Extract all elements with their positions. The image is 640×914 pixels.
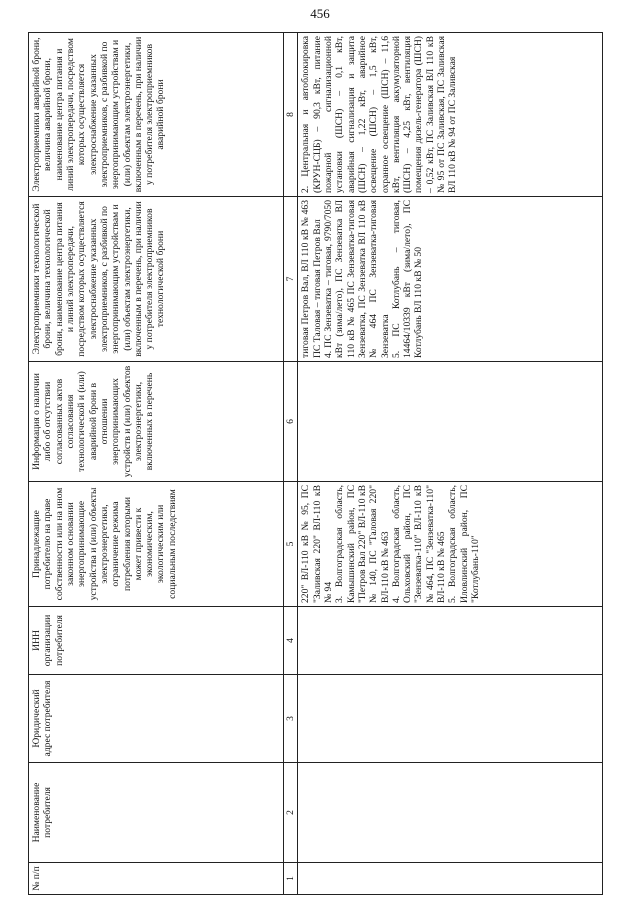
header-row [29, 33, 284, 895]
cell-number [298, 863, 603, 895]
text-line: 5. Волгоградская область, Иловлинский район, ПС "Котлубань-110" [447, 485, 481, 603]
header-col-6: Информация о наличии либо об отсутствии согласованных актов согласования технологической и (или) аварийной брони в отношении энергопринимающих устройств и (или) объектов электроэнергетики, включенных в перечень [29, 362, 284, 482]
column-number-row [284, 33, 298, 895]
cell-energy-devices [298, 482, 603, 607]
column-number: 1 [284, 863, 298, 895]
rotated-table-container [28, 33, 618, 895]
header-col-5: Принадлежащие потребителю на праве собственности или на ином законном основании энергопринимающие устройства и (или) объекты электроэнергетики, ограничение режима потребления которыми может привести к экономическим, экологическим или социальным последствиям [29, 482, 284, 607]
column-number: 5 [284, 482, 298, 607]
column-number: 2 [284, 763, 298, 863]
text-line: тиговая Петров Вал, ВЛ 110 кВ № 463 ПС Таловая – тиговая Петров Вал [300, 200, 323, 358]
column-number: 3 [284, 675, 298, 763]
cell-inn [298, 607, 603, 675]
text-line: 5. ПС Котлубань – тиговая, 14464/10339 кВт (зима/лето), ПС Котлубань ВЛ 110 кВ № 50 [390, 200, 425, 358]
cell-acts-info [298, 362, 603, 482]
header-col-1: № п/п [29, 863, 284, 895]
header-col-7: Электроприемники технологической брони, величина технологической брони, наименование центра питания и линий электропередачи, посредством которых осуществляется электроснабжение указанных электроприемников, с разбивкой по энергопринимающим устройствам и (или) объектам электроэнергетики, включенным в перечень, при наличии у потребителя электроприемников технологической брони [29, 197, 284, 362]
text-line: 2. Центральная и автоблокировка (КРУН-СЦБ) – 90,3 кВт, питание пожарной сигнализационной установки (ШСН) – 0,1 кВт, аварийная сигнализация и защита (ШСН) – 1,22 кВт, аварийное освещение (ШСН) – 1,5 кВт, охранное освещение (ШСН) – 11,6 кВт, вентиляция аккумуляторной (ШСН) – 4,25 кВт, вентиляция помещения дизель-генератора (ШСН) – 0,52 кВт, ПС Заливская ВЛ 110 кВ № 95 от ПС Заливская, ПС Заливская ВЛ 110 кВ № 94 от ПС Заливская [300, 36, 459, 193]
text-line: 4. ПС Зензеватка – тиговая, 9790/7050 кВт (зима/лето), ПС Зензеватка ВЛ 110 кВ № 465 ПС Зензеватка-тиговая Зензеватка, ПС Зензеватка ВЛ 110 кВ № 464 ПС Зензеватка-тиговая Зензеватка [322, 200, 391, 358]
header-col-8: Электроприемники аварийной брони, величина аварийной брони, наименование центра питания и линий электропередачи, посредством которых осуществляется электроснабжение указанных электроприемников, с разбивкой по энергопринимающим устройствам и (или) объектам электроэнергетики, включенным в перечень, при наличии у потребителя электроприемников аварийной брони [29, 33, 284, 197]
column-number: 7 [284, 197, 298, 362]
text-line: 3. Волгоградская область, Камышинский район, ПС "Петров Вал 220" ВЛ-110 кВ № 140, ПС "Таловая 220" ВЛ-110 кВ № 463 [334, 485, 391, 603]
header-col-4: ИНН организации потребителя [29, 607, 284, 675]
text-line: 220" ВЛ-110 кВ № 95, ПС "Заливская 220" ВЛ-110 кВ № 94 [300, 485, 334, 603]
header-col-2: Наименование потребителя [29, 763, 284, 863]
header-col-3: Юридический адрес потребителя [29, 675, 284, 763]
column-number: 4 [284, 607, 298, 675]
text-line: 4. Волгоградская область, Ольховский район, ПС "Зензеватка-110" ВЛ-110 кВ № 464, ПС "Зензеватка-110" ВЛ-110 кВ № 465 [390, 485, 448, 603]
column-number: 6 [284, 362, 298, 482]
cell-legal-address [298, 675, 603, 763]
cell-emergency-reserve [298, 33, 603, 197]
consumer-register-table [28, 32, 603, 895]
cell-consumer-name [298, 763, 603, 863]
table-row [298, 33, 603, 895]
cell-technological-reserve [298, 197, 603, 362]
page-number: 456 [310, 6, 330, 21]
column-number: 8 [284, 33, 298, 197]
